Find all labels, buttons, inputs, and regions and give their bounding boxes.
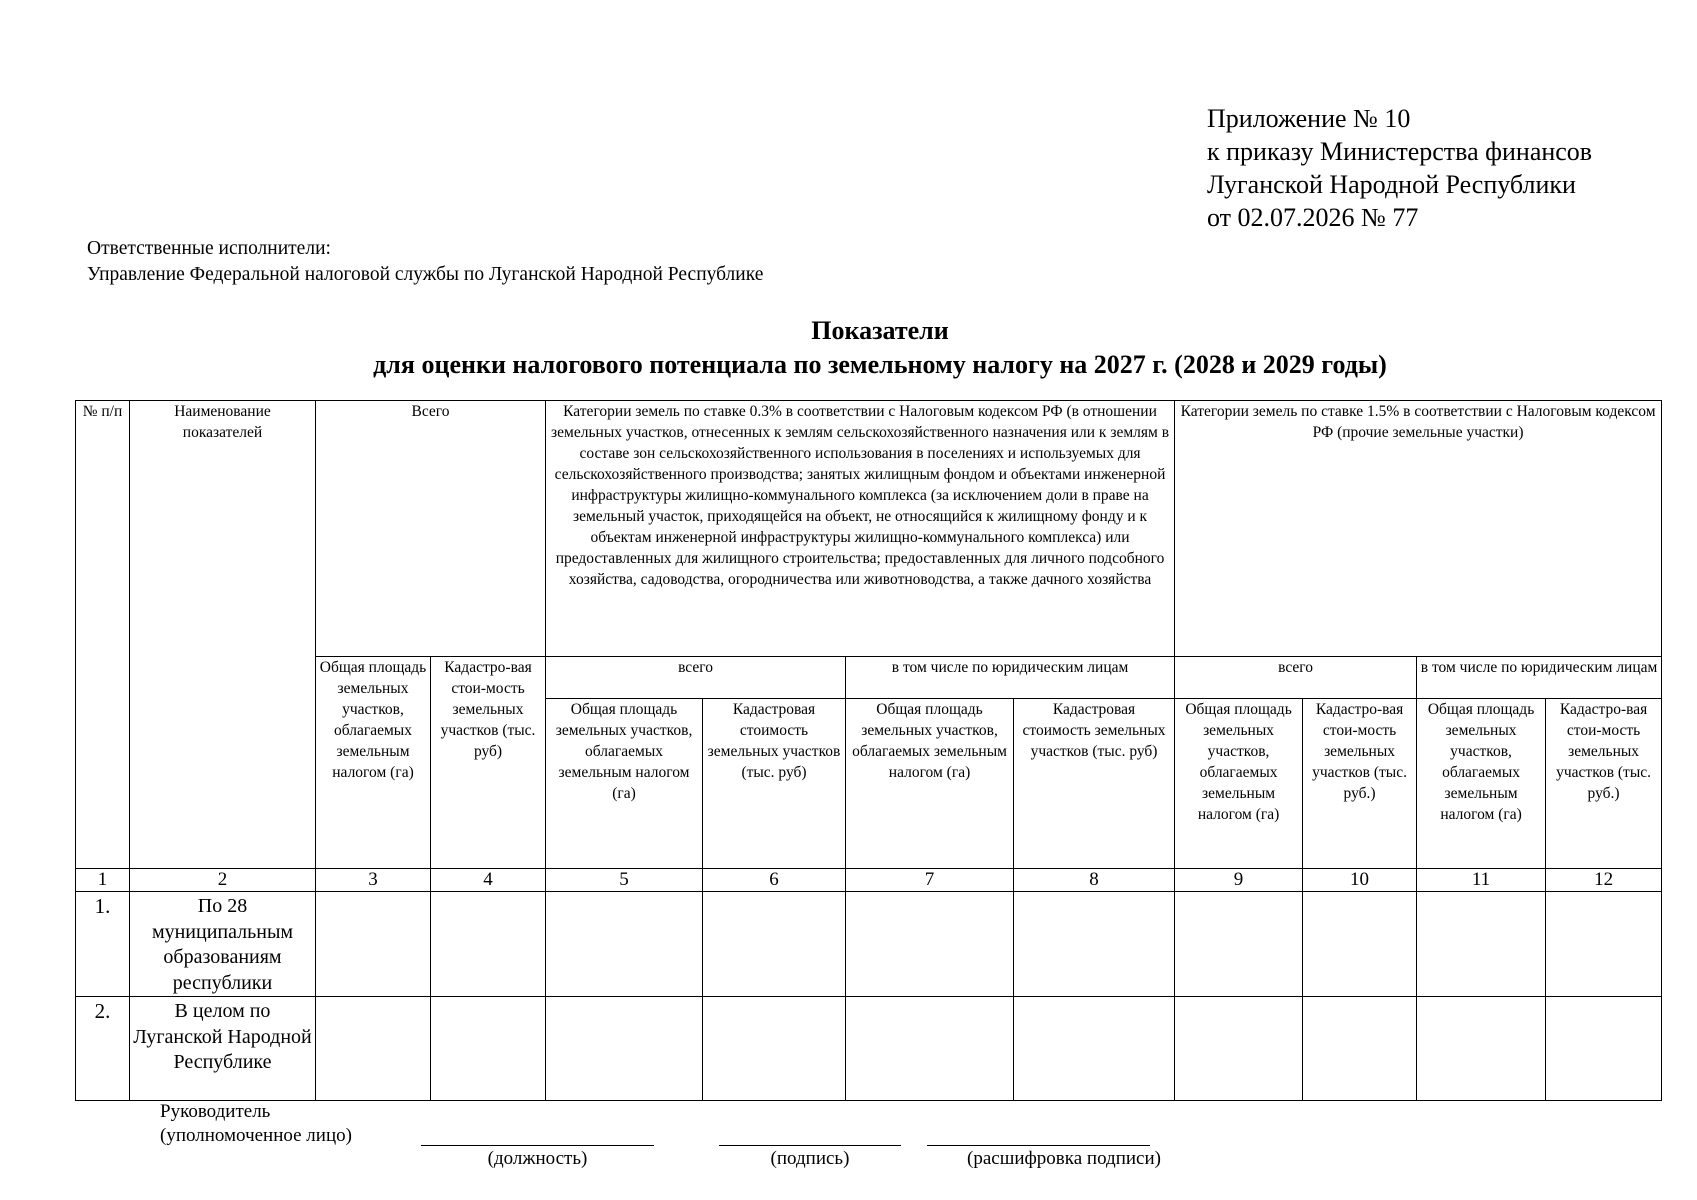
header-col-10: Кадастро-вая стои-мость земельных участков (тыс. руб.)	[1303, 699, 1417, 869]
empty-cell	[1014, 997, 1175, 1101]
column-number: 1	[76, 869, 130, 892]
empty-cell	[846, 892, 1014, 997]
header-15-all: всего	[1175, 657, 1417, 699]
column-number-row	[76, 869, 1662, 892]
decode-signature-line	[927, 1145, 1150, 1146]
appendix-line: Приложение № 10	[1207, 104, 1411, 133]
signature-head-line: Руководитель	[160, 1101, 271, 1122]
appendix-line: к приказу Министерства финансов	[1207, 137, 1593, 166]
header-col-8: Кадастровая стоимость земельных участков (тыс. руб)	[1014, 699, 1175, 869]
column-number: 9	[1175, 869, 1303, 892]
empty-cell	[1546, 892, 1662, 997]
executors-block	[87, 236, 763, 288]
empty-cell	[431, 892, 546, 997]
title-line: для оценки налогового потенциала по земельному налогу на 2027 г. (2028 и 2029 годы)	[373, 350, 1387, 379]
document-title	[0, 314, 1697, 382]
sign-signature-line	[719, 1145, 901, 1146]
appendix-line: Луганской Народной Республики	[1207, 170, 1576, 199]
column-number: 6	[703, 869, 846, 892]
row-number: 2.	[76, 997, 130, 1101]
empty-cell	[1546, 997, 1662, 1101]
header-15-legal: в том числе по юридическим лицам	[1417, 657, 1662, 699]
table-row	[76, 892, 1662, 997]
empty-cell	[431, 997, 546, 1101]
empty-cell	[1175, 997, 1303, 1101]
row-number: 1.	[76, 892, 130, 997]
position-caption: (должность)	[487, 1148, 588, 1169]
column-number: 8	[1014, 869, 1175, 892]
column-number: 7	[846, 869, 1014, 892]
empty-cell	[316, 892, 431, 997]
indicators-table	[75, 400, 1662, 1101]
header-03-all: всего	[546, 657, 846, 699]
header-03-legal: в том числе по юридическим лицам	[846, 657, 1175, 699]
header-category-15: Категории земель по ставке 1.5% в соответствии с Налоговым кодексом РФ (прочие земельные участки)	[1175, 401, 1662, 657]
row-name: В целом по Луганской Народной Республике	[130, 997, 316, 1101]
empty-cell	[1417, 892, 1546, 997]
empty-cell	[546, 997, 703, 1101]
column-number: 11	[1417, 869, 1546, 892]
signature-head-label	[160, 1100, 352, 1148]
empty-cell	[1303, 892, 1417, 997]
header-col-9: Общая площадь земельных участков, облагаемых земельным налогом (га)	[1175, 699, 1303, 869]
column-number: 10	[1303, 869, 1417, 892]
signature-head-line: (уполномоченное лицо)	[160, 1125, 352, 1146]
header-col-12: Кадастро-вая стои-мость земельных участков (тыс. руб.)	[1546, 699, 1662, 869]
header-area-total: Общая площадь земельных участков, облагаемых земельным налогом (га)	[316, 657, 431, 869]
decode-caption: (расшифровка подписи)	[967, 1148, 1161, 1169]
column-number: 5	[546, 869, 703, 892]
title-line: Показатели	[811, 316, 949, 345]
header-name: Наименование показателей	[130, 401, 316, 869]
empty-cell	[1303, 997, 1417, 1101]
header-col-7: Общая площадь земельных участков, облагаемых земельным налогом (га)	[846, 699, 1014, 869]
row-name: По 28 муниципальным образованиям республики	[130, 892, 316, 997]
empty-cell	[846, 997, 1014, 1101]
empty-cell	[546, 892, 703, 997]
header-cadastral-total: Кадастро-вая стои-мость земельных участков (тыс. руб)	[431, 657, 546, 869]
appendix-block	[1207, 102, 1592, 234]
executors-label: Ответственные исполнители:	[87, 238, 331, 259]
sign-caption: (подпись)	[770, 1148, 850, 1169]
header-category-03: Категории земель по ставке 0.3% в соответствии с Налоговым кодексом РФ (в отношении земельных участков, отнесенных к землям сельскохозяйственного назначения или к землям в составе зон сельскохозяйственного использования в поселениях и используемых для сельскохозяйственного производства; занятых жилищным фондом и объектами инженерной инфраструктуры жилищно-коммунального комплекса (за исключением доли в праве на земельный участок, приходящейся на объект, не относящийся к жилищному фонду и к объектам инженерной инфраструктуры жилищно-коммунального комплекса) или предоставленных для жилищного строительства; предоставленных для личного подсобного хозяйства, садоводства, огородничества или животноводства, а также дачного хозяйства	[546, 401, 1175, 657]
empty-cell	[1014, 892, 1175, 997]
header-total: Всего	[316, 401, 546, 657]
appendix-line: от 02.07.2026 № 77	[1207, 203, 1419, 232]
empty-cell	[1417, 997, 1546, 1101]
empty-cell	[703, 892, 846, 997]
column-number: 2	[130, 869, 316, 892]
position-signature-line	[421, 1145, 654, 1146]
header-col-5: Общая площадь земельных участков, облагаемых земельным налогом (га)	[546, 699, 703, 869]
header-num: № п/п	[76, 401, 130, 869]
header-col-11: Общая площадь земельных участков, облагаемых земельным налогом (га)	[1417, 699, 1546, 869]
column-number: 4	[431, 869, 546, 892]
empty-cell	[703, 997, 846, 1101]
table-row	[76, 997, 1662, 1101]
empty-cell	[316, 997, 431, 1101]
executors-name: Управление Федеральной налоговой службы по Луганской Народной Республике	[87, 264, 764, 285]
column-number: 12	[1546, 869, 1662, 892]
column-number: 3	[316, 869, 431, 892]
header-col-6: Кадастровая стоимость земельных участков (тыс. руб)	[703, 699, 846, 869]
empty-cell	[1175, 892, 1303, 997]
